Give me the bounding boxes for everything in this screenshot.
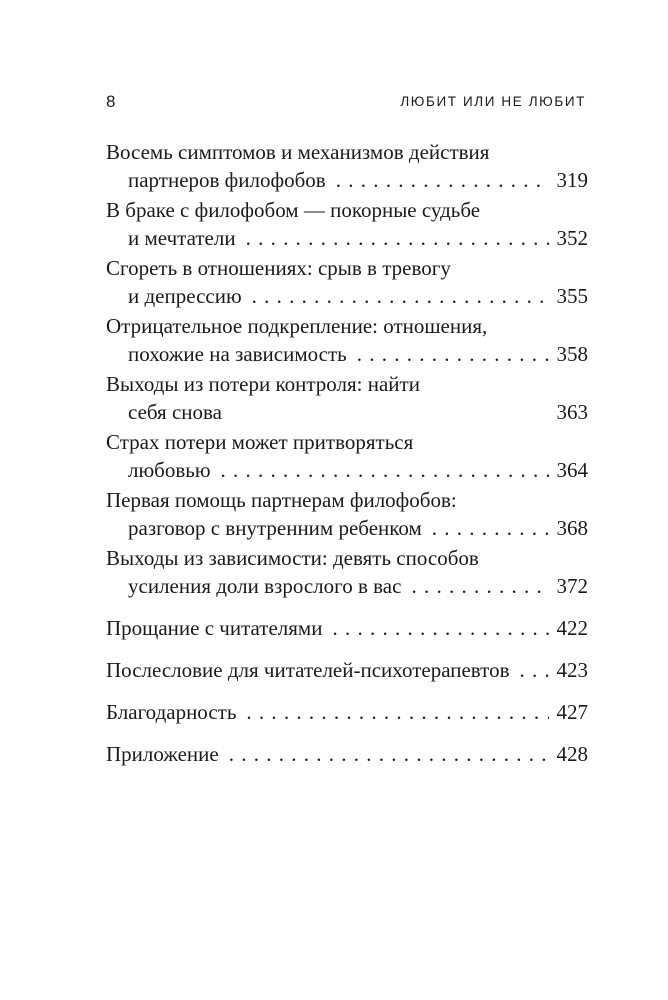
toc-entry	[106, 196, 588, 252]
dot-leader	[246, 698, 548, 726]
toc-entry-title-cont: похожие на зависимость	[128, 342, 347, 366]
toc-page-number: 428	[556, 742, 588, 766]
toc-page-number: 358	[556, 342, 588, 366]
toc-entry-title: Прощание с читателями	[106, 616, 323, 640]
toc-entry	[106, 312, 588, 368]
toc-entry	[106, 544, 588, 600]
toc-page-number: 422	[556, 616, 588, 640]
running-title: ЛЮБИТ ИЛИ НЕ ЛЮБИТ	[400, 94, 586, 109]
toc-entry-title-cont: разговор с внутренним ребенком	[128, 516, 422, 540]
toc-entry-title: Выходы из потери контроля: найти	[106, 372, 420, 396]
toc-entry	[106, 138, 588, 194]
toc-entry-title-cont: усиления доли взрослого в вас	[128, 574, 402, 598]
toc-entry-title: Выходы из зависимости: девять способов	[106, 546, 479, 570]
toc-entry	[106, 486, 588, 542]
dot-leader	[336, 166, 549, 194]
toc-page-number: 364	[556, 458, 588, 482]
dot-leader	[432, 514, 549, 542]
dot-leader	[246, 224, 549, 252]
toc-entry	[106, 428, 588, 484]
toc-entry-title: Первая помощь партнерам филофобов:	[106, 488, 457, 512]
table-of-contents	[106, 138, 588, 768]
toc-entry-title: Сгореть в отношениях: срыв в тревогу	[106, 256, 451, 280]
toc-page-number: 355	[556, 284, 588, 308]
toc-entry	[106, 254, 588, 310]
toc-entry-title: Восемь симптомов и механизмов действия	[106, 140, 490, 164]
dot-leader	[221, 456, 549, 484]
dot-leader	[332, 614, 548, 642]
toc-entry	[106, 740, 588, 768]
toc-entry-title-cont: и мечтатели	[128, 226, 236, 250]
toc-entry	[106, 614, 588, 642]
toc-page-number: 372	[556, 574, 588, 598]
toc-entry-title: Послесловие для читателей-психотерапевтов	[106, 658, 510, 682]
toc-entry-title-cont: партнеров филофобов	[128, 168, 326, 192]
toc-entry	[106, 370, 588, 426]
toc-page-number: 427	[556, 700, 588, 724]
toc-entry	[106, 656, 588, 684]
toc-entry-title: Отрицательное подкрепление: отношения,	[106, 314, 488, 338]
toc-entry-title-cont: себя снова	[128, 400, 222, 424]
toc-entry-title-cont: и депрессию	[128, 284, 242, 308]
toc-page-number: 352	[556, 226, 588, 250]
page-number: 8	[106, 92, 116, 111]
toc-entry-title: Приложение	[106, 742, 219, 766]
toc-page-number: 368	[556, 516, 588, 540]
dot-leader	[252, 282, 549, 310]
toc-page-number: 319	[556, 168, 588, 192]
toc-page-number: 423	[556, 658, 588, 682]
dot-leader	[357, 340, 549, 368]
toc-entry	[106, 698, 588, 726]
toc-entry-title: В браке с филофобом — покорные судьбе	[106, 198, 481, 222]
toc-page-number: 363	[556, 400, 588, 424]
toc-entry-title: Страх потери может притворяться	[106, 430, 414, 454]
dot-leader	[229, 740, 549, 768]
dot-leader	[411, 572, 548, 600]
toc-entry-title: Благодарность	[106, 700, 237, 724]
dot-leader	[520, 656, 549, 684]
toc-entry-title-cont: любовью	[128, 458, 211, 482]
